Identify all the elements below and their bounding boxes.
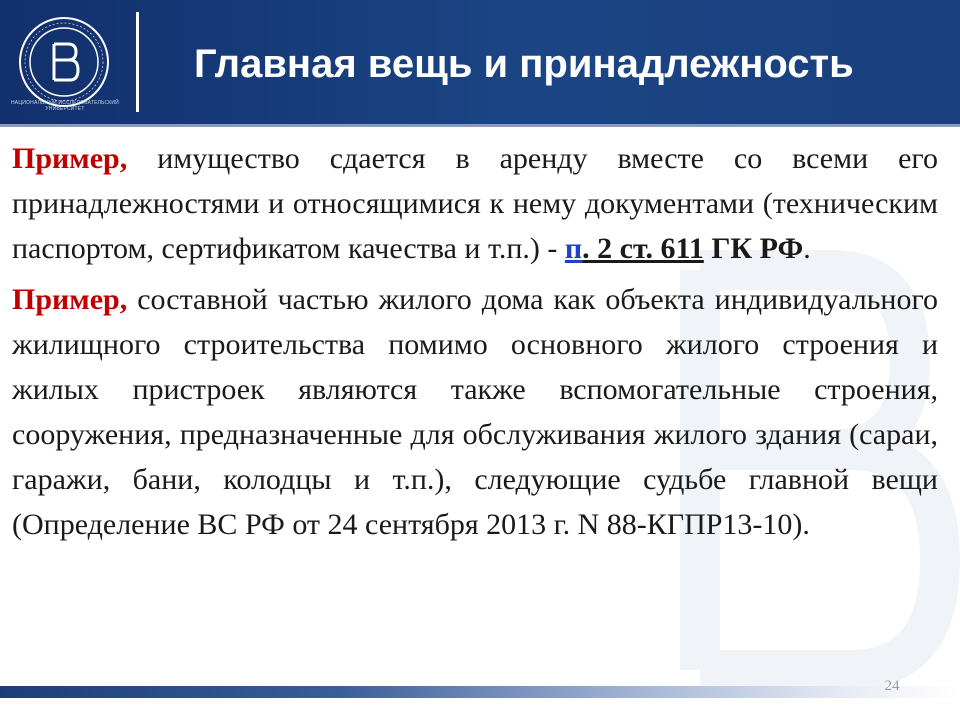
law-reference-code: ГК РФ [703,232,804,265]
footer-gradient-bar [0,686,960,698]
logo-caption: НАЦИОНАЛЬНЫЙ ИССЛЕДОВАТЕЛЬСКИЙ УНИВЕРСИТЕТ [11,100,119,112]
page-number: 24 [884,678,900,694]
example-label: Пример, [12,283,128,316]
header-divider [136,12,139,112]
law-reference-link[interactable]: п [564,232,583,265]
law-reference-article: . 2 ст. 611 [582,232,704,265]
header-banner [0,0,960,124]
hse-emblem-icon [14,12,114,112]
example-paragraph-1 [12,136,938,271]
example-paragraph-2 [12,277,938,547]
header-underline [0,124,960,127]
paragraph-end: . [803,232,811,265]
example-label: Пример, [12,142,128,175]
page-title: Главная вещь и принадлежность [194,42,854,86]
slide-content [12,136,938,547]
paragraph-text: имущество сдается в аренду вместе со всеми его принадлежностями и относящимися к нему документами (техническим паспортом, сертификатом качества и т.п.) - [12,142,938,265]
paragraph-text: составной частью жилого дома как объекта индивидуального жилищного строительства помимо основного жилого строения и жилых пристроек являются также вспомогательные строения, сооружения, предназначенные для обслуживания жилого здания (сараи, гаражи, бани, колодцы и т.п.), следующие судьбе главной вещи (Определение ВС РФ от 24 сентября 2013 г. N 88-КГПР13-10). [12,283,938,541]
